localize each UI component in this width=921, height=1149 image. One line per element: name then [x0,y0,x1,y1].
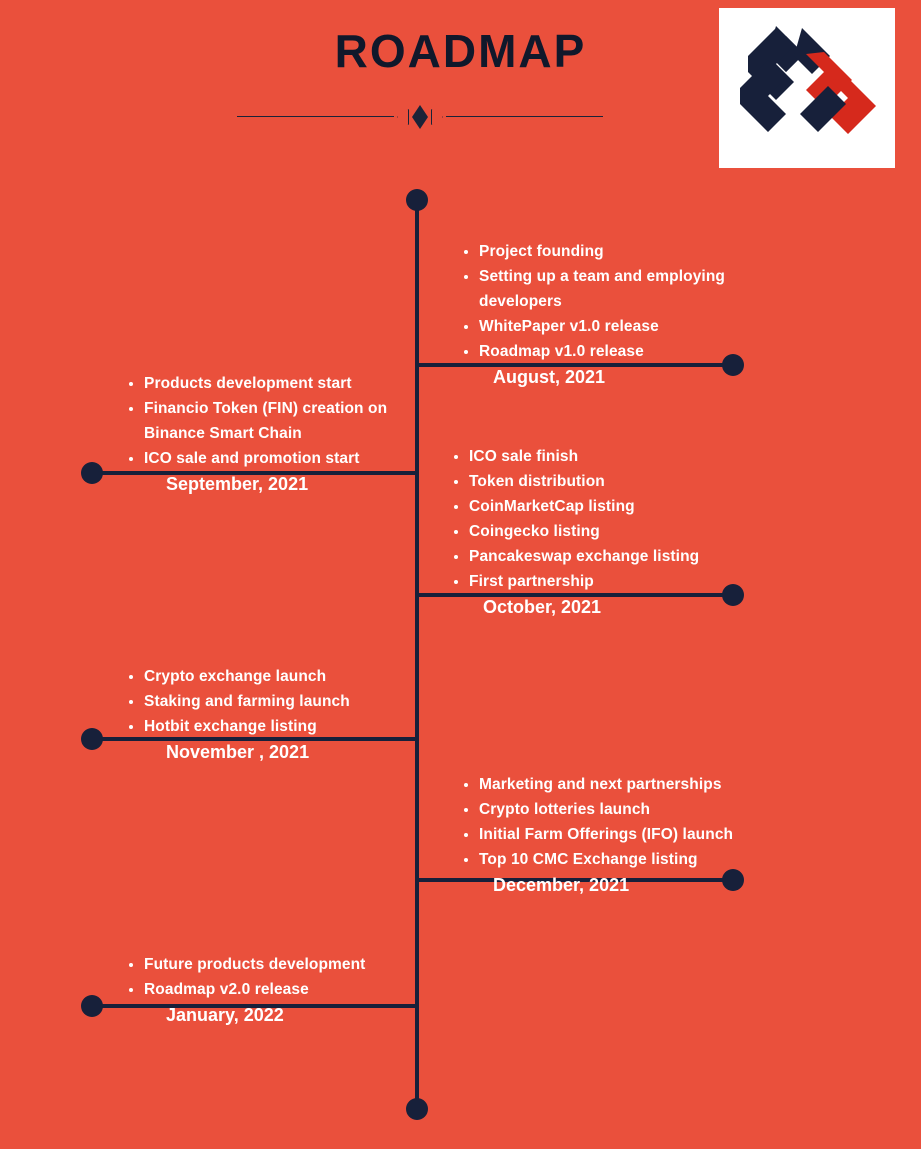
divider-arrow-left-icon [397,109,409,125]
milestone-items-september-2021 [122,371,412,471]
milestone-august-2021 [455,239,775,388]
list-item: • Staking and farming launch [144,689,412,714]
list-item: • Roadmap v1.0 release [479,339,775,364]
list-item: • ICO sale and promotion start [144,446,412,471]
node-january-2022 [81,995,103,1017]
milestone-december-2021 [455,772,785,896]
list-item: • Marketing and next partnerships [479,772,785,797]
list-item: • Financio Token (FIN) creation on Binance Smart Chain [144,396,412,446]
milestone-date-december-2021: December, 2021 [493,875,630,895]
list-item: • WhitePaper v1.0 release [479,314,775,339]
milestone-date-august-2021: August, 2021 [493,367,606,387]
divider-ornament [237,104,603,130]
milestone-november-2021 [122,664,412,763]
list-item: • Crypto lotteries launch [479,797,785,822]
list-item: • Token distribution [469,469,775,494]
milestone-items-august-2021 [455,239,775,364]
list-item: • ICO sale finish [469,444,775,469]
list-item: • Coingecko listing [469,519,775,544]
node-november-2021 [81,728,103,750]
brand-logo [719,8,895,168]
milestone-january-2022 [122,952,422,1026]
list-item: • Setting up a team and employing developers [479,264,775,314]
milestone-date-january-2022: January, 2022 [166,1005,284,1025]
page-title: ROADMAP [334,25,587,77]
list-item: • Crypto exchange launch [144,664,412,689]
list-item: • Project founding [479,239,775,264]
divider-line-left [237,116,394,117]
milestone-items-january-2022 [122,952,422,1002]
list-item: • Pancakeswap exchange listing [469,544,775,569]
list-item: • Products development start [144,371,412,396]
milestone-september-2021 [122,371,412,495]
divider-arrow-right-icon [431,109,443,125]
list-item: • CoinMarketCap listing [469,494,775,519]
list-item: • Roadmap v2.0 release [144,977,422,1002]
milestone-october-2021 [445,444,775,618]
financio-logo-icon [732,22,882,154]
list-item: • Future products development [144,952,422,977]
milestone-date-september-2021: September, 2021 [166,474,309,494]
list-item: • Top 10 CMC Exchange listing [479,847,785,872]
milestone-date-november-2021: November , 2021 [166,742,310,762]
milestone-date-october-2021: October, 2021 [483,597,602,617]
divider-diamond-icon [412,105,428,129]
milestone-items-november-2021 [122,664,412,739]
list-item: • First partnership [469,569,775,594]
timeline-cap-bottom [406,1098,428,1120]
milestone-items-october-2021 [445,444,775,594]
node-september-2021 [81,462,103,484]
divider-line-right [446,116,603,117]
list-item: • Hotbit exchange listing [144,714,412,739]
timeline-cap-top [406,189,428,211]
milestone-items-december-2021 [455,772,785,872]
list-item: • Initial Farm Offerings (IFO) launch [479,822,785,847]
